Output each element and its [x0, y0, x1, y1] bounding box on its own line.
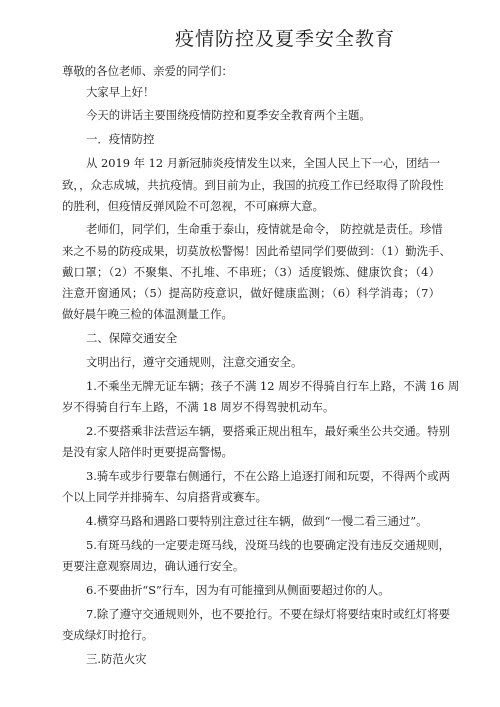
document-title: 疫情防控及夏季安全教育	[174, 28, 395, 50]
text-line: 个以上同学并排骑车、勾肩搭背或赛车。	[62, 490, 268, 504]
text-line: 3.骑车或步行要靠右侧通行，不在公路上追逐打闹和玩耍，不得两个或两	[86, 469, 450, 483]
text-line: 致，，众志成城，共抗疫情。到目前为止，我国的抗疫工作已经取得了阶段性	[62, 178, 444, 192]
text-line: 岁不得骑自行车上路，不满 18 周岁不得驾驶机动车。	[62, 400, 335, 414]
text-line: 更要注意观察周边，确认通行安全。	[62, 559, 245, 573]
text-line: 大家早上好！	[86, 85, 155, 99]
text-line: 7.除了遵守交通规则外，也不要抢行。不要在绿灯将要结束时或红灯将要	[86, 607, 450, 621]
text-line: 文明出行，遵守交通规则，注意交通安全。	[86, 355, 303, 369]
text-line: 从 2019 年 12 月新冠肺炎疫情发生以来，全国人民上下一心，团结一	[86, 156, 441, 170]
text-line: 戴口罩；（2）不聚集、不扎堆、不串班；（3）适度锻炼、健康饮食；（4）	[62, 265, 440, 279]
text-line: 4.横穿马路和遇路口要特别注意过往车辆，做到“一慢二看三通过”。	[86, 514, 428, 528]
text-line: 今天的讲话主要围绕疫情防控和夏季安全教育两个主题。	[86, 108, 371, 122]
text-line: 2.不要搭乘非法营运车辆，要搭乘正规出租车，最好乘坐公共交通。特别	[86, 424, 450, 438]
text-line: 的胜利，但疫情反弹风险不可忽视，不可麻痹大意。	[62, 199, 324, 213]
text-line: 一．疫情防控	[86, 132, 155, 146]
text-line: 是没有家人陪伴时更要提高警惕。	[62, 445, 233, 459]
text-line: 尊敬的各位老师、亲爱的同学们：	[62, 64, 233, 78]
text-line: 6.不要曲折“S”行车，因为有可能撞到从侧面要超过你的人。	[86, 583, 390, 597]
text-line: 二、保障交通安全	[86, 331, 178, 345]
text-line: 注意开窗通风；（5）提高防疫意识，做好健康监测；（6）科学消毒；（7）	[62, 286, 440, 300]
text-line: 来之不易的防疫成果，切莫放松警惕！因此希望同学们要做到：（1）勤洗手、	[62, 244, 451, 258]
text-line: 变成绿灯时抢行。	[62, 628, 154, 642]
text-line: 三.防范火灾	[86, 652, 147, 666]
text-line: 1.不乘坐无牌无证车辆；孩子不满 12 周岁不得骑自行车上路，不满 16 周	[86, 379, 460, 393]
text-line: 老师们，同学们，生命重于泰山，疫情就是命令， 防控就是责任。珍惜	[86, 222, 443, 236]
text-line: 5.有斑马线的一定要走斑马线，没斑马线的也要确定没有违反交通规则，	[86, 538, 450, 552]
text-line: 做好晨午晚三检的体温测量工作。	[62, 307, 233, 321]
